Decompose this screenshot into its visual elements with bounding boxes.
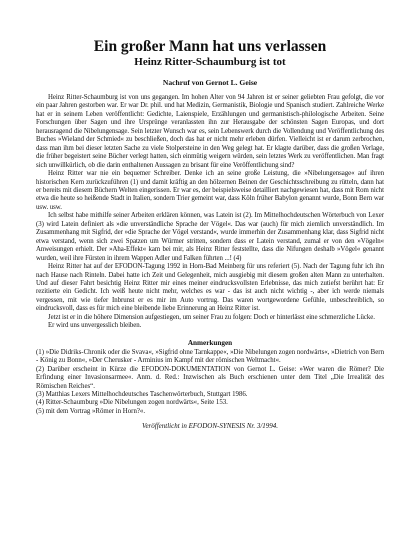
publication-footer: Veröffentlicht in EFODON-SYNESIS Nr. 3/1994.: [141, 422, 279, 431]
paragraph-4: Heinz Ritter hat auf der EFODON-Tagung 1992 in Horn-Bad Meinberg für uns referiert (5). Nach der Tagung fuhr ich ihn nach Hause nach Rinteln. Dabei hatte ich Zeit und Gelegenheit, mich ausgiebig mit diesem großen alten Mann zu unterhalten. Und auf dieser Fahrt besichtig Heinz Ritter mir eines meiner eindrucksvollsten Erlebnisse, das mich zutiefst berührt hat: Er rezitierte ein Gedicht. Ich weiß heute nicht mehr, welches es war - das ist auch nicht wichtig -, aber ich werde niemals vergessen, mit wie tiefer Inbrunst er es mir im Auto vortrug. Das waren wortgewordene Gefühle, unbeschreiblich, so eindrucksvoll, dass es für mich eine bleibende liebe Erinnerung an Heinz Ritter ist.: [36, 263, 384, 313]
article-title: Ein großer Mann hat uns verlassen: [93, 38, 327, 55]
paragraph-1: Heinz Ritter-Schaumburg ist von uns gegangen. Im hohen Alter von 94 Jahren ist er seiner geliebten Frau gefolgt, die vor ein paar Jahren gestorben war. Er war Dr. phil. und hat Medizin, Germanistik, Biologie und Spanisch studiert. Zahlreiche Werke hat er in seinem Leben veröffentlicht: Gedichte, Laienspiele, Erzählungen und germanistisch-philologische Arbeiten. Seine Forschungen über Sagen und ihre Ursprünge veranlassten ihn zur Herausgabe der schönsten Sagen Europas, und dort herausragend die Nibelungensage. Sein letzter Wunsch war es, sein Lebenswerk durch die Vollendung und Veröffentlichung des Buches »Wieland der Schmied« zu beschließen, doch das hat er nicht mehr erleben dürfen. Vielleicht ist er darum zerbrochen, dass man ihm bei dieser letzten Sache zu viele Stolpersteine in den Weg gelegt hat. Er klagte darüber, dass die großen Verlage, die früher begeistert seine Bücher verlegt hatten, sich einmütig weigern würden, sein letztes Werk zu veröffentlichen. Man fragt sich unwillkürlich, ob die darin enthaltenen Aussagen zu brisant für eine Veröffentlichung sind?: [36, 94, 384, 169]
article-byline: Nachruf von Gernot L. Geise: [162, 78, 258, 87]
paragraph-5: Jetzt ist er in die höhere Dimension aufgestiegen, um seiner Frau zu folgen: Doch er hinterlässt eine schmerzliche Lücke.: [48, 313, 375, 321]
notes-heading: Anmerkungen: [187, 338, 233, 347]
article-body: [36, 94, 384, 331]
note-item-1: (1) »Die Didriks-Chronik oder die Svava«, »Sigfrid ohne Tarnkappe«, »Die Nibelungen zogen nordwärts«, »Dietrich von Bern - König zu Bonn«, »Der Cherusker - Arminius im Kampf mit der römischen Weltmacht«.: [36, 348, 384, 365]
paragraph-2: Heinz Ritter war nie ein bequemer Schreiber. Denke ich an seine große Leistung, die »Nibelungensage« auf ihren historischen Kern zurückzuführen (1) und damit kräftig an den hölzernen Beinen der Geschichtsschreibung zu rütteln, dann hat er bereits mit diesem Büchern Welten eingerissen. Er war es, der beispielsweise detailliert nachgewiesen hat, dass mit Rom nicht etwa die heute so heißende Stadt in Italien, sondern Trier gemeint war, dass Köln früher Babylon genannt wurde, Bonn Bern war usw. usw.: [36, 170, 384, 211]
note-item-5: (5) mit dem Vortrag »Römer in Horn?«.: [36, 407, 146, 415]
notes-list: [36, 349, 384, 417]
note-item-2: (2) Darüber erscheint in Kürze die EFODON-DOKUMENTATION von Gernot L. Geise: »Wer waren die Römer? Die Erfindung einer Invasionsarmee«. Anm. d. Red.: Inzwischen als Buch erschienen unter dem Titel „Die Irrealität des Römischen Reiches“.: [36, 365, 384, 390]
note-item-3: (3) Matthias Lexers Mittelhochdeutsches Taschenwörterbuch, Stuttgart 1986.: [36, 390, 248, 398]
note-item-4: (4) Ritter-Schaumburg »Die Nibelungen zogen nordwärts«, Seite 153.: [36, 399, 228, 407]
paragraph-6: Er wird uns unvergesslich bleiben.: [48, 322, 142, 330]
article-subtitle: Heinz Ritter-Schaumburg ist tot: [134, 56, 286, 68]
paragraph-3: Ich selbst habe mithilfe seiner Arbeiten erklären können, was Latein ist (2). Im Mittelhochdeutschen Wörterbuch von Lexer (3) wird Latein definiert als »die unverständliche Sprache der Vögel«. Das war (auch) für mich ziemlich unverständlich. Im Zusammenhang mit Sigfrid, der »die Sprache der Vögel verstand«, wurde immerhin der Zusammenhang klar, dass Sigfrid nicht etwa verstand, wenn sich zwei Spatzen um Würmer stritten, sondern dass er Latein verstand, zumal er von den »Vögeln« Anweisungen erhielt. Der »Aha-Effekt« kam bei mir, als Heinz Ritter feststellte, dass die Nifungen deshalb »Vögel« genannt wurden, weil ihre Fürsten in ihrem Wappen Adler und Falken führten ...! (4): [36, 212, 384, 262]
